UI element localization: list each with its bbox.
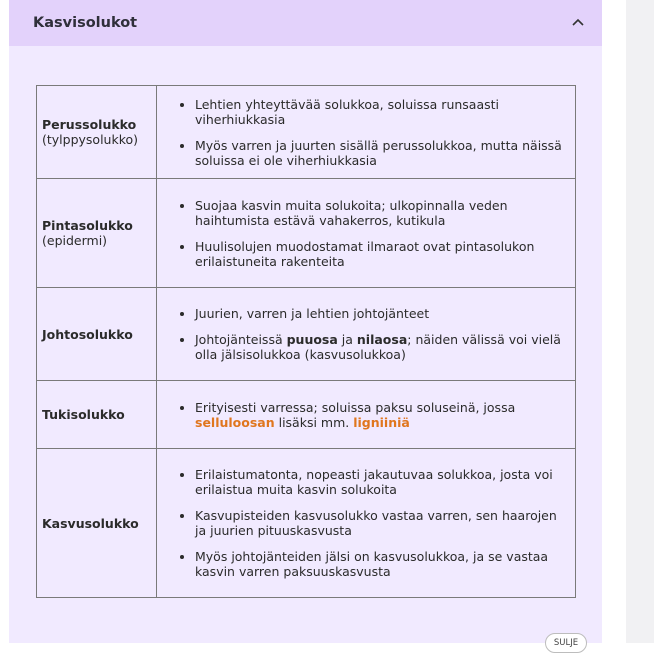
row-name: Tukisolukko bbox=[42, 407, 125, 422]
table-row bbox=[37, 288, 576, 381]
row-description-cell bbox=[157, 86, 576, 179]
row-name: Pintasolukko bbox=[42, 218, 133, 233]
row-name-cell bbox=[37, 179, 157, 288]
scrollbar[interactable] bbox=[626, 0, 654, 643]
list-item: • Johtojänteissä puuosa ja nilaosa; näiden välissä voi vielä olla jälsisolukkoa (kasvusolukkoa) bbox=[195, 332, 569, 362]
accordion-header[interactable] bbox=[9, 0, 602, 46]
row-name: Kasvusolukko bbox=[42, 515, 139, 531]
list-item: • Erilaistumatonta, nopeasti jakautuvaa solukkoa, josta voi erilaistua muita kasvin solukoita bbox=[195, 467, 569, 497]
panel-title: Kasvisolukot bbox=[33, 15, 138, 31]
row-name: Perussolukko bbox=[42, 117, 137, 132]
accordion-panel bbox=[9, 0, 602, 643]
row-description-cell bbox=[157, 179, 576, 288]
table-row bbox=[37, 86, 576, 179]
row-description-cell bbox=[157, 288, 576, 381]
list-item: • Myös johtojänteiden jälsi on kasvusolukkoa, ja se vastaa kasvin varren paksuuskasvusta bbox=[195, 549, 569, 579]
row-description-cell bbox=[157, 381, 576, 449]
list-item: • Suojaa kasvin muita solukoita; ulkopinnalla veden haihtumista estävä vahakerros, kutikula bbox=[195, 198, 569, 228]
row-name: Johtosolukko bbox=[42, 326, 133, 342]
cell-types-table bbox=[36, 85, 576, 598]
list-item: • Lehtien yhteyttävää solukkoa, soluissa runsaasti viherhiukkasia bbox=[195, 97, 569, 127]
row-name-cell bbox=[37, 449, 157, 598]
close-button[interactable]: SULJE bbox=[545, 633, 587, 653]
table-row bbox=[37, 449, 576, 598]
list-item: • Huulisolujen muodostamat ilmaraot ovat pintasolukon erilaistuneita rakenteita bbox=[195, 239, 569, 269]
row-subname: (epidermi) bbox=[42, 233, 108, 248]
page-gutter bbox=[602, 0, 626, 643]
table-row bbox=[37, 179, 576, 288]
row-name-cell bbox=[37, 381, 157, 449]
row-description-cell bbox=[157, 449, 576, 598]
highlighted-term[interactable]: ligniiniä bbox=[353, 414, 410, 430]
row-subname: (tylppysolukko) bbox=[42, 132, 139, 147]
highlighted-term[interactable]: selluloosan bbox=[195, 414, 275, 430]
row-name-cell bbox=[37, 86, 157, 179]
chevron-up-icon[interactable] bbox=[568, 12, 588, 32]
list-item: • Erityisesti varressa; soluissa paksu soluseinä, jossa selluloosan lisäksi mm. ligniiniä bbox=[195, 400, 569, 430]
table-row bbox=[37, 381, 576, 449]
list-item: • Myös varren ja juurten sisällä perussolukkoa, mutta näissä soluissa ei ole viherhiukkasia bbox=[195, 138, 569, 168]
list-item: • Kasvupisteiden kasvusolukko vastaa varren, sen haarojen ja juurien pituuskasvusta bbox=[195, 508, 569, 538]
list-item: • Juurien, varren ja lehtien johtojänteet bbox=[195, 306, 569, 321]
row-name-cell bbox=[37, 288, 157, 381]
